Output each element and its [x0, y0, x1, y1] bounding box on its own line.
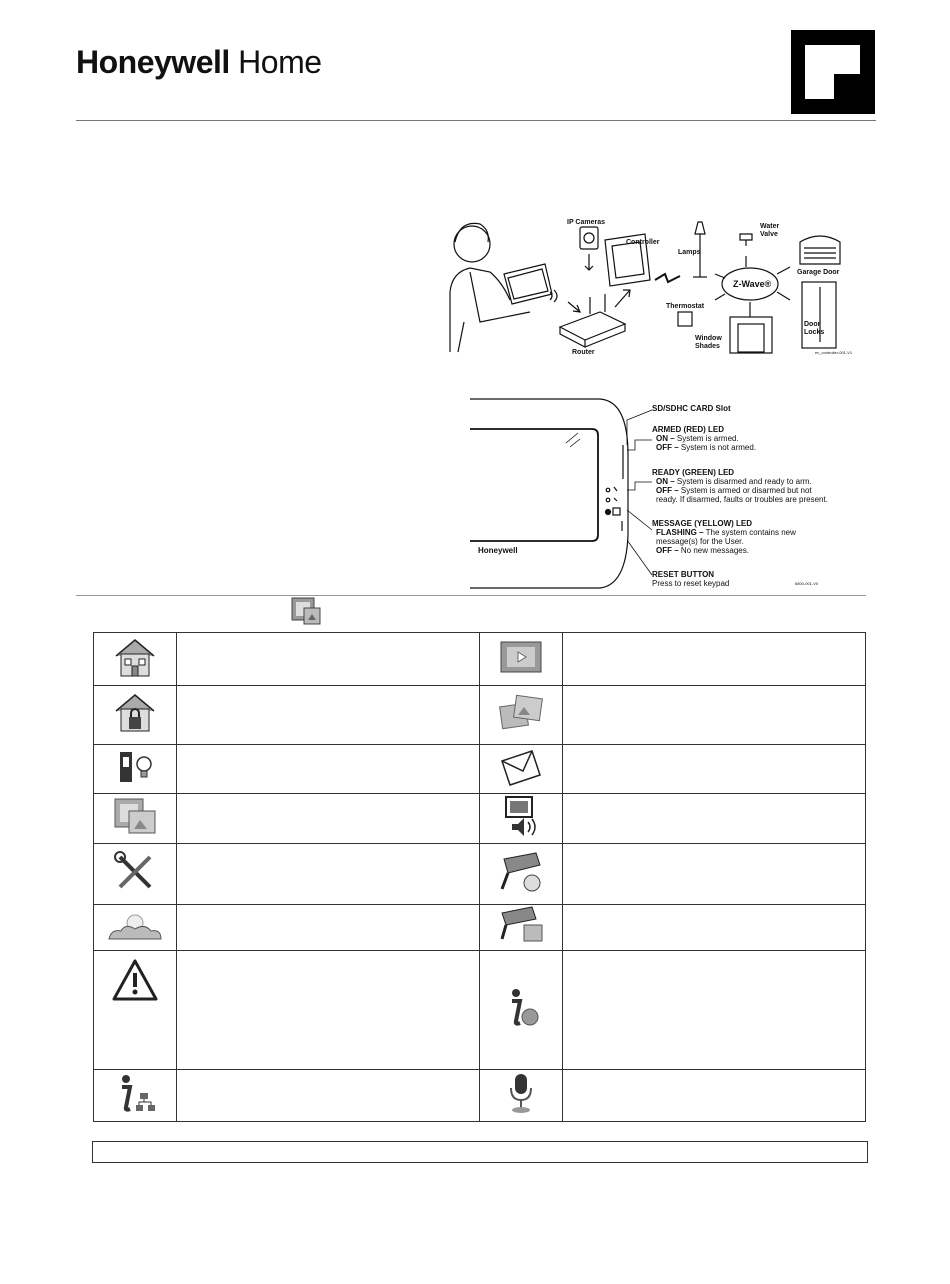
zwave-system-diagram [440, 212, 870, 362]
icon-cell [94, 633, 177, 686]
pictures-icon [498, 693, 544, 733]
icon-cell [94, 1070, 177, 1122]
description-cell [562, 844, 865, 905]
icon-cell [480, 633, 563, 686]
icon-cell [480, 794, 563, 844]
weather-icon [105, 905, 165, 945]
home-icon [112, 636, 158, 678]
icon-cell [94, 686, 177, 745]
diagram2-code: 6800-001-V0 [795, 581, 819, 586]
network-info-icon [110, 1071, 160, 1115]
description-cell [176, 794, 479, 844]
icon-cell [480, 951, 563, 1070]
label-ip-cameras: IP Cameras [567, 219, 606, 226]
icon-table [93, 632, 866, 1122]
keypad-brand: Honeywell [478, 546, 518, 555]
description-cell [176, 686, 479, 745]
table-row [94, 745, 866, 794]
emergency-warning-icon [110, 957, 160, 1003]
multimedia-icon [112, 795, 158, 837]
icon-cell [94, 794, 177, 844]
label-water-valve-1: Water [760, 223, 780, 230]
label-water-valve-2: Valve [760, 231, 778, 238]
label-garage-door: Garage Door [797, 269, 840, 276]
callout-reset-button: RESET BUTTON Press to reset keypad [652, 570, 730, 588]
table-row [94, 844, 866, 905]
label-thermostat: Thermostat [666, 303, 705, 310]
label-router: Router [572, 349, 595, 356]
description-cell [562, 951, 865, 1070]
system-info-icon [498, 985, 544, 1031]
diagram1-code: ev_controller-001-V1 [815, 350, 853, 355]
icon-cell [480, 844, 563, 905]
table-row [94, 1070, 866, 1122]
setup-tools-icon [112, 851, 158, 893]
camera-icon [496, 849, 546, 895]
note-box [92, 1141, 868, 1163]
security-icon [112, 691, 158, 735]
header-divider [76, 120, 876, 121]
table-row [94, 951, 866, 1070]
description-cell [176, 844, 479, 905]
callout-message-led: MESSAGE (YELLOW) LED FLASHING – The system contains new message(s) for the User. OFF – No new messages. [652, 519, 796, 555]
label-window-shades-2: Shades [695, 343, 720, 350]
brand-name-light: Home [238, 44, 322, 80]
audio-video-icon [498, 794, 544, 838]
icon-cell [94, 745, 177, 794]
section-divider [76, 595, 866, 596]
description-cell [562, 745, 865, 794]
voice-memo-icon [498, 1070, 544, 1116]
label-door-locks-1: Door [804, 321, 821, 328]
automation-icon [112, 747, 158, 787]
icon-cell [480, 905, 563, 951]
callout-leaders [615, 400, 655, 590]
description-cell [562, 633, 865, 686]
label-controller: Controller [626, 239, 660, 246]
table-row [94, 633, 866, 686]
label-lamps: Lamps [678, 249, 701, 256]
messages-icon [498, 747, 544, 787]
table-row [94, 794, 866, 844]
camera-video-icon [496, 905, 546, 945]
label-zwave: Z-Wave® [733, 279, 772, 289]
description-cell [562, 1070, 865, 1122]
description-cell [562, 794, 865, 844]
brand-logo [76, 44, 322, 81]
icon-cell [94, 905, 177, 951]
corner-logo-mark [791, 30, 875, 114]
callout-armed-led: ARMED (RED) LED ON – System is armed. OFF – System is not armed. [652, 425, 757, 452]
video-icon [498, 637, 544, 677]
description-cell [562, 905, 865, 951]
description-cell [176, 905, 479, 951]
label-window-shades-1: Window [695, 335, 722, 342]
multimedia-icon [290, 594, 324, 628]
icon-cell [94, 951, 177, 1070]
table-row [94, 905, 866, 951]
callout-sd-slot: SD/SDHC CARD Slot [652, 404, 731, 413]
description-cell [176, 633, 479, 686]
description-cell [176, 951, 479, 1070]
description-cell [176, 745, 479, 794]
table-row [94, 686, 866, 745]
label-door-locks-2: Locks [804, 329, 825, 336]
brand-name-bold: Honeywell [76, 44, 230, 80]
icon-cell [480, 686, 563, 745]
callout-ready-led: READY (GREEN) LED ON – System is disarmed and ready to arm. OFF – System is armed or disarmed but not ready. If disarmed, faults or troubles are present. [652, 468, 828, 504]
icon-cell [480, 745, 563, 794]
description-cell [176, 1070, 479, 1122]
description-cell [562, 686, 865, 745]
icon-cell [480, 1070, 563, 1122]
icon-cell [94, 844, 177, 905]
